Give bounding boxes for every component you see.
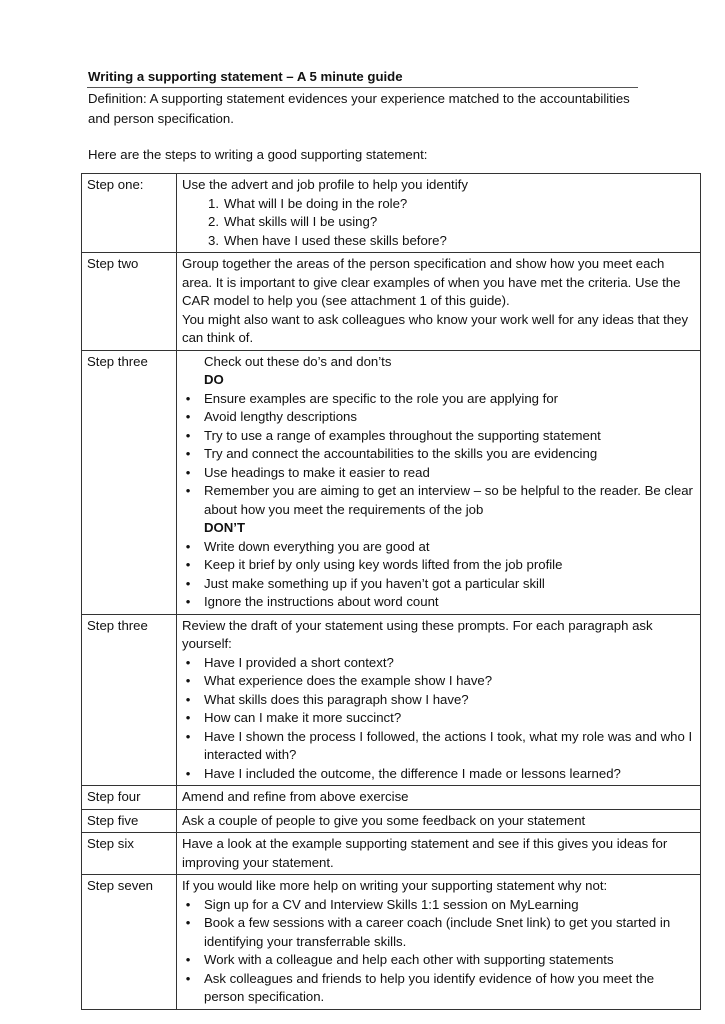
step-text: You might also want to ask colleagues who know your work well for any ideas that they can think of. (182, 311, 689, 345)
steps-intro-text: Here are the steps to writing a good supporting statement: (88, 147, 428, 162)
list-item (182, 593, 695, 612)
list-item-text: Sign up for a CV and Interview Skills 1:1 session on MyLearning (204, 896, 579, 912)
list-item (182, 408, 695, 427)
step-text: Have a look at the example supporting statement and see if this gives you ideas for improving your statement. (177, 833, 701, 875)
bullet-icon: • (185, 594, 191, 609)
step-label: Step seven (82, 875, 177, 1010)
table-row (82, 174, 701, 253)
list-item-text: What experience does the example show I have? (204, 673, 493, 688)
step-text: Use the advert and job profile to help you identify (182, 177, 468, 192)
bullet-icon: • (185, 390, 191, 406)
list-item-text: Ask colleagues and friends to help you identify evidence of how you meet the person specification. (204, 970, 655, 1004)
list-item-text: Ensure examples are specific to the role you are applying for (204, 390, 559, 406)
dont-list (182, 538, 695, 612)
list-item-text: Just make something up if you haven’t got a particular skill (204, 575, 545, 591)
list-item (182, 464, 695, 483)
step-content (177, 253, 701, 351)
table-row (82, 809, 701, 833)
document-title: Writing a supporting statement – A 5 minute guide (88, 69, 403, 84)
list-item-text: Have I provided a short context? (204, 654, 394, 670)
list-item (182, 951, 695, 970)
list-item (182, 445, 695, 464)
list-item-text: Try and connect the accountabilities to the skills you are evidencing (204, 446, 598, 461)
table-row (82, 253, 701, 351)
list-item (182, 482, 695, 519)
list-item-text: Keep it brief by only using key words lifted from the job profile (204, 557, 563, 572)
step-content (177, 174, 701, 253)
bullet-icon: • (185, 970, 191, 986)
list-item-text: Use headings to make it easier to read (204, 464, 430, 480)
bullet-icon: • (185, 575, 191, 591)
list-item (201, 213, 695, 232)
bullet-icon: • (185, 409, 191, 424)
list-item-text: What will I be doing in the role? (224, 195, 408, 211)
definition-text: Definition: A supporting statement evidences your experience matched to the accountabilities and person specification. (88, 91, 630, 126)
step-text: Ask a couple of people to give you some feedback on your statement (177, 809, 701, 833)
step-label: Step six (82, 833, 177, 875)
bullet-icon: • (185, 952, 191, 967)
table-row (82, 833, 701, 875)
list-item (182, 654, 695, 673)
step-text: If you would like more help on writing your supporting statement why not: (182, 878, 608, 893)
bullet-icon: • (185, 538, 191, 554)
do-list (182, 390, 695, 520)
bullet-icon: • (185, 896, 191, 912)
intro-section (88, 89, 648, 165)
list-item (201, 232, 695, 251)
list-item (182, 427, 695, 446)
step-text: Review the draft of your statement using these prompts. For each paragraph ask yourself: (182, 617, 653, 651)
table-row (82, 875, 701, 1010)
step-label: Step three (82, 614, 177, 786)
list-item (182, 709, 695, 728)
bullet-icon: • (185, 464, 191, 480)
list-item-text: Book a few sessions with a career coach (include Snet link) to get you started in identifying your transferrable skills. (204, 915, 671, 949)
help-list (182, 896, 695, 1007)
list-item (182, 538, 695, 557)
do-heading: DO (204, 372, 224, 387)
step-content (177, 350, 701, 614)
step-label: Step four (82, 786, 177, 810)
bullet-icon: • (185, 427, 191, 443)
list-item-text: What skills does this paragraph show I have? (204, 691, 469, 707)
list-number: 1. (208, 195, 219, 211)
list-item-text: Have I included the outcome, the difference I made or lessons learned? (204, 765, 621, 781)
numbered-list (182, 195, 695, 251)
step-text: Group together the areas of the person specification and show how you meet each area. It is important to give clear examples of when you have met the criteria. Use the CAR model to help you (see attachment 1 of this guide). (182, 256, 681, 308)
list-item-text: Avoid lengthy descriptions (204, 409, 357, 424)
step-content (177, 875, 701, 1010)
list-number: 3. (208, 232, 219, 248)
title-underline (87, 87, 638, 88)
list-item-text: Have I shown the process I followed, the actions I took, what my role was and who I interacted with? (204, 728, 693, 762)
list-item-text: Try to use a range of examples throughout the supporting statement (204, 427, 601, 443)
list-item (182, 914, 695, 951)
steps-table (81, 173, 701, 1010)
step-text: Amend and refine from above exercise (177, 786, 701, 810)
list-item-text: What skills will I be using? (224, 214, 378, 229)
table-row (82, 786, 701, 810)
prompt-list (182, 654, 695, 784)
step-content (177, 614, 701, 786)
list-item-text: When have I used these skills before? (224, 232, 447, 248)
table-row (82, 350, 701, 614)
list-item-text: Ignore the instructions about word count (204, 594, 439, 609)
list-item-text: Work with a colleague and help each other with supporting statements (204, 952, 614, 967)
list-item (182, 896, 695, 915)
bullet-icon: • (185, 728, 191, 744)
bullet-icon: • (185, 915, 191, 930)
list-item (182, 390, 695, 409)
bullet-icon: • (185, 483, 191, 498)
list-item (182, 691, 695, 710)
list-item (182, 556, 695, 575)
list-item (182, 970, 695, 1007)
list-item (182, 672, 695, 691)
bullet-icon: • (185, 765, 191, 781)
bullet-icon: • (185, 691, 191, 707)
bullet-icon: • (185, 557, 191, 572)
table-row (82, 614, 701, 786)
bullet-icon: • (185, 673, 191, 688)
bullet-icon: • (185, 710, 191, 725)
list-item (182, 765, 695, 784)
bullet-icon: • (185, 446, 191, 461)
list-item (182, 728, 695, 765)
step-label: Step one: (82, 174, 177, 253)
list-number: 2. (208, 214, 219, 229)
list-item-text: Write down everything you are good at (204, 538, 430, 554)
step-label: Step two (82, 253, 177, 351)
list-item (201, 195, 695, 214)
list-item-text: How can I make it more succinct? (204, 710, 402, 725)
step-text: Check out these do’s and don’ts (204, 353, 392, 369)
bullet-icon: • (185, 654, 191, 670)
dont-heading: DON’T (204, 520, 246, 535)
list-item (182, 575, 695, 594)
step-label: Step five (82, 809, 177, 833)
list-item-text: Remember you are aiming to get an interview – so be helpful to the reader. Be clear about how you meet the requirements of the job (204, 483, 693, 517)
step-label: Step three (82, 350, 177, 614)
